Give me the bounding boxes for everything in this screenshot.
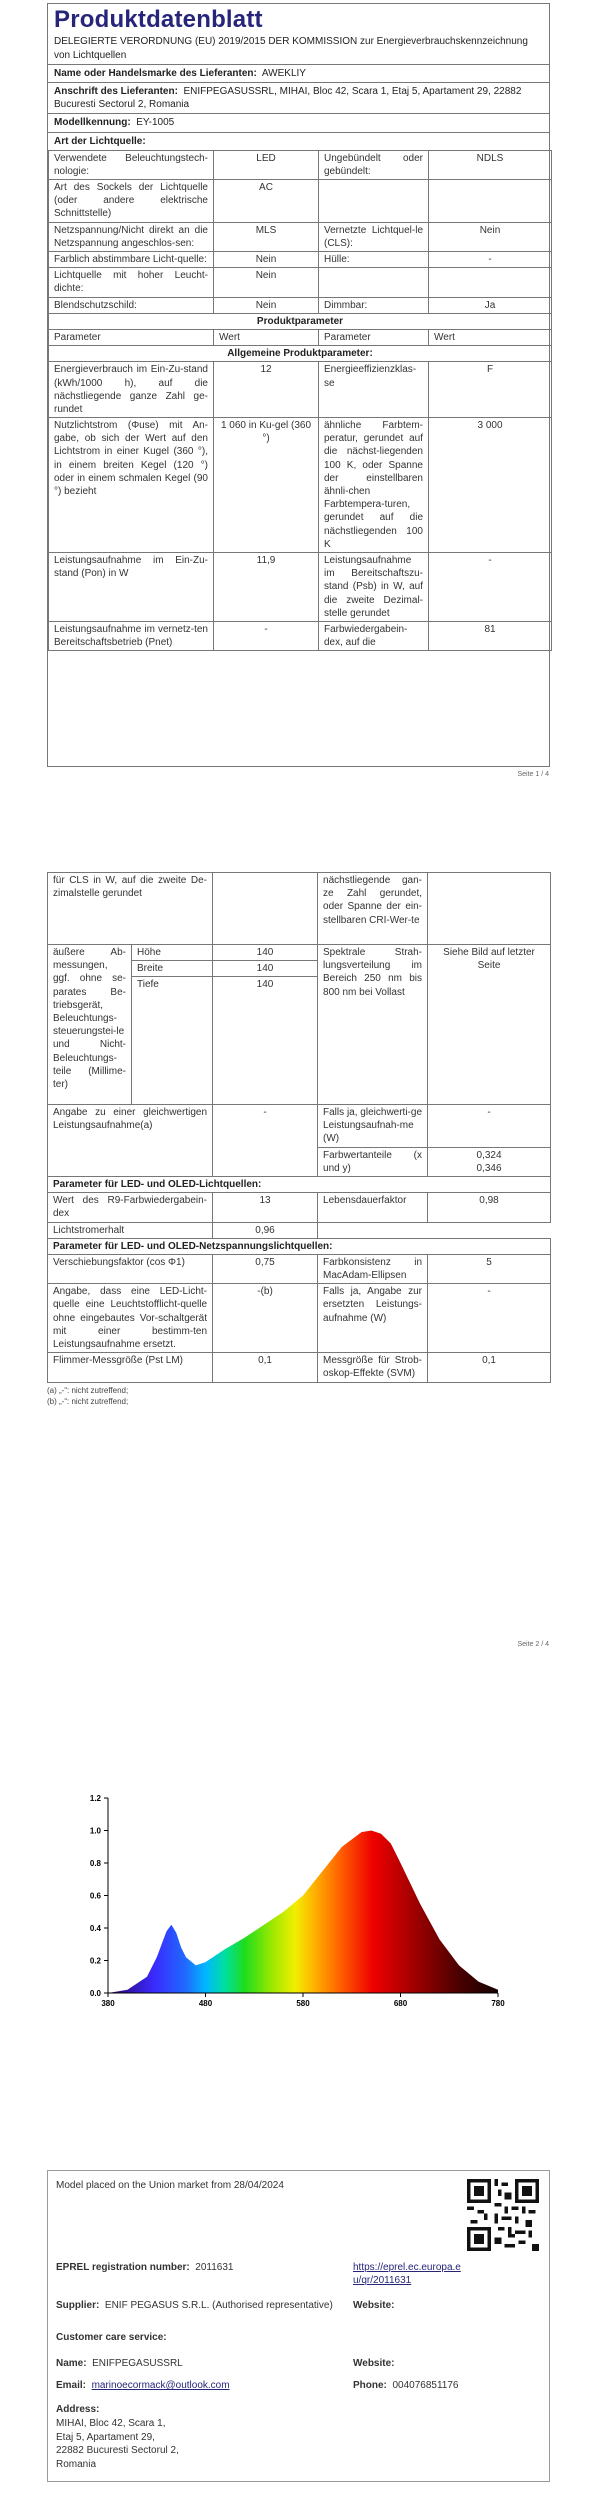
cell: Falls ja, Angabe zur ersetzten Leistungs-aufnahme (W) <box>318 1284 428 1353</box>
care-name-value: ENIFPEGASUSSRL <box>92 2358 183 2369</box>
cell: 1 060 in Ku-gel (360 °) <box>214 418 319 553</box>
cell: Falls ja, gleichwerti-ge Leistungsaufnah-me (W) <box>318 1105 428 1148</box>
cell: 140 <box>213 945 318 961</box>
cell: Energieeffizienzklas-se <box>319 362 429 418</box>
y-tick-label: 0.6 <box>89 1891 101 1901</box>
cell: Vernetzte Lichtquel-le (CLS): <box>319 222 429 251</box>
supplier-eprel-value: ENIF PEGASUS S.R.L. (Authorised representative) <box>104 2300 333 2311</box>
col-header: Parameter <box>319 329 429 345</box>
cell: Hülle: <box>319 252 429 268</box>
led-heading: Parameter für LED- und OLED-Lichtquellen: <box>48 1176 551 1192</box>
product-params-heading: Produktparameter <box>49 313 552 329</box>
customer-care-heading: Customer care service: <box>56 2332 167 2343</box>
cell: Leistungsaufnahme im Bereitschaftszu-stand (Psb) in W, auf die zweite Dezimal-stelle gerundet <box>319 552 429 621</box>
table-row <box>49 362 552 418</box>
table-row <box>49 297 552 313</box>
address-row <box>48 83 549 114</box>
website2-label: Website: <box>353 2358 395 2369</box>
table-row <box>49 268 552 297</box>
cell <box>429 180 552 223</box>
y-tick-label: 0.0 <box>89 1989 101 1998</box>
cell: Lebensdauerfaktor <box>318 1193 428 1222</box>
doc-subtitle: DELEGIERTE VERORDNUNG (EU) 2019/2015 DER KOMMISSION zur Energieverbrauchskennzeichnung von Lichtquellen <box>54 36 528 61</box>
cell: - <box>429 252 552 268</box>
email-label: Email: <box>56 2380 87 2391</box>
col-header: Wert <box>214 329 319 345</box>
eprel-url-wrap <box>353 2261 463 2287</box>
supplier-label: Name oder Handelsmarke des Lieferanten: <box>54 67 257 79</box>
cell: - <box>214 621 319 650</box>
cell <box>428 1147 551 1176</box>
supplier-eprel-row <box>56 2299 346 2312</box>
care-name-label: Name: <box>56 2358 87 2369</box>
cell: Nein <box>214 297 319 313</box>
footnote-b: (b) „-“: nicht zutreffend; <box>47 1397 129 1407</box>
cell: Angabe zu einer gleichwertigen Leistungsaufnahme(a) <box>48 1105 213 1177</box>
address-eprel-value <box>56 2417 179 2471</box>
address-line: Etaj 5, Apartament 29, <box>56 2431 155 2443</box>
cell: Siehe Bild auf letzter Seite <box>428 945 551 1105</box>
cell: 140 <box>213 977 318 1105</box>
table-row <box>49 150 552 179</box>
cell: Art des Sockels der Lichtquelle (oder andere elektrische Schnittstelle) <box>49 180 214 223</box>
cell <box>429 268 552 297</box>
table-row <box>48 1105 551 1148</box>
cell: 5 <box>428 1254 551 1283</box>
table-row <box>49 313 552 329</box>
cell <box>319 180 429 223</box>
cell: nächstliegende gan-ze Zahl gerundet, oder Spanne der ein-stellbaren CRI-Wer-te <box>318 873 428 945</box>
title-block <box>48 4 549 65</box>
chroma-x: 0,324 <box>476 1149 502 1161</box>
cell: NDLS <box>429 150 552 179</box>
table-row <box>48 1238 551 1254</box>
table-row <box>48 1176 551 1192</box>
cell: Blendschutzschild: <box>49 297 214 313</box>
cell: - <box>213 1105 318 1177</box>
eprel-url-link[interactable]: https://eprel.ec.europa.eu/qr/2011631 <box>353 2262 461 2287</box>
cell: - <box>428 1105 551 1148</box>
cell: F <box>429 362 552 418</box>
cell: Breite <box>132 961 213 977</box>
table-row <box>48 873 551 945</box>
light-type-heading <box>48 133 549 150</box>
cell: - <box>429 552 552 621</box>
cell: 12 <box>214 362 319 418</box>
placed-text: Model placed on the Union market from 28/04/2024 <box>56 2180 284 2191</box>
table-row <box>49 418 552 553</box>
cell: Farbwertanteile (x und y) <box>318 1147 428 1176</box>
x-tick-label: 580 <box>296 1999 310 2008</box>
spectrum-svg <box>60 1790 510 2020</box>
address-eprel-label: Address: <box>56 2404 100 2415</box>
table-row <box>49 552 552 621</box>
chroma-y: 0,346 <box>476 1162 502 1174</box>
address-label: Anschrift des Lieferanten: <box>54 85 178 97</box>
cell: - <box>428 1284 551 1353</box>
y-tick-label: 0.8 <box>89 1859 101 1868</box>
supplier-eprel-label: Supplier: <box>56 2300 100 2311</box>
cell: 0,1 <box>213 1353 318 1382</box>
col-header: Parameter <box>49 329 214 345</box>
model-row <box>48 114 549 132</box>
cell: Wert des R9-Farbwiedergabein-dex <box>48 1193 213 1222</box>
x-tick-label: 780 <box>491 1999 505 2008</box>
cell: 81 <box>429 621 552 650</box>
cell: Nutzlichtstrom (Φuse) mit An-gabe, ob sich der Wert auf den Lichtstrom in einer Kugel (360 °), in einem breiten Kegel (120 °) oder in einem schmalen Kegel (90 °) bezieht <box>49 418 214 553</box>
light-type-label: Art der Lichtquelle: <box>54 135 146 147</box>
cell: Leistungsaufnahme im vernetz-ten Bereitschaftsbetrieb (Pnet) <box>49 621 214 650</box>
supplier-row <box>48 65 549 83</box>
cell: Verwendete Beleuchtungstech-nologie: <box>49 150 214 179</box>
y-tick-label: 0.4 <box>89 1924 101 1933</box>
email-link[interactable]: marinoecormack@outlook.com <box>91 2380 230 2391</box>
x-tick-label: 380 <box>101 1999 115 2008</box>
cell: Nein <box>214 268 319 297</box>
cell: Nein <box>429 222 552 251</box>
cell: Messgröße für Strob-oskop-Effekte (SVM) <box>318 1353 428 1382</box>
cell: äußere Ab-messungen, ggf. ohne se-parates Be-triebsgerät, Beleuchtungs-steuerungstei-le und Nicht-Beleuchtungs-teile (Millime-ter) <box>48 945 132 1105</box>
phone-label: Phone: <box>353 2380 387 2391</box>
cell: ähnliche Farbtem-peratur, gerundet auf die nächst-liegenden 100 K, oder Spanne der einstellbaren ähnli-chen Farbtempera-turen, gerundet auf die nächstliegenden 100 K <box>319 418 429 553</box>
cell <box>213 873 318 945</box>
table-row <box>48 1222 551 1238</box>
supplier-value: AWEKLIY <box>261 67 306 79</box>
cell: Dimmbar: <box>319 297 429 313</box>
y-tick-label: 1.0 <box>89 1826 101 1836</box>
doc-title: Produktdatenblatt <box>54 6 263 33</box>
light-type-table <box>48 150 552 652</box>
cell: Farblich abstimmbare Licht-quelle: <box>49 252 214 268</box>
table-row <box>49 222 552 251</box>
address-line: 22882 Bucuresti Sectorul 2, <box>56 2445 179 2456</box>
model-label: Modellkennung: <box>54 117 131 129</box>
y-tick-label: 1.2 <box>89 1794 101 1803</box>
cell: 11,9 <box>214 552 319 621</box>
cell: 13 <box>213 1193 318 1222</box>
cell: -(b) <box>213 1284 318 1353</box>
cell: MLS <box>214 222 319 251</box>
datasheet-page-1 <box>47 3 550 767</box>
email-row <box>56 2379 230 2392</box>
reg-row <box>56 2261 346 2274</box>
datasheet-page-2 <box>47 872 550 1408</box>
cell: 3 000 <box>429 418 552 553</box>
table-row <box>49 329 552 345</box>
address-value: ENIFPEGASUSSRL, MIHAI, Bloc 42, Scara 1, Etaj 5, Apartament 29, 22882 Bucuresti Sectorul 2, Romania <box>54 85 522 111</box>
address-line: MIHAI, Bloc 42, Scara 1, <box>56 2418 166 2429</box>
reg-label: EPREL registration number: <box>56 2262 190 2273</box>
page-2-footer: Seite 2 / 4 <box>517 1641 549 1648</box>
cell: für CLS in W, auf die zweite De-zimalstelle gerundet <box>48 873 213 945</box>
mains-heading: Parameter für LED- und OLED-Netzspannungslichtquellen: <box>48 1238 551 1254</box>
cell: Netzspannung/Nicht direkt an die Netzspannung angeschlos-sen: <box>49 222 214 251</box>
cell: Farbwiedergabein-dex, auf die <box>319 621 429 650</box>
website-label: Website: <box>353 2300 395 2311</box>
cell: 0,1 <box>428 1353 551 1382</box>
table-row <box>49 252 552 268</box>
cell: 0,75 <box>213 1254 318 1283</box>
cell: Spektrale Strah-lungsverteilung im Bereich 250 nm bis 800 nm bei Vollast <box>318 945 428 1105</box>
table-row <box>48 1353 551 1382</box>
phone-row <box>353 2379 458 2392</box>
cell: Verschiebungsfaktor (cos Φ1) <box>48 1254 213 1283</box>
phone-value: 004076851176 <box>392 2380 459 2391</box>
col-header: Wert <box>429 329 552 345</box>
cell: Lichtstromerhalt <box>48 1222 213 1238</box>
table-row <box>49 621 552 650</box>
model-value: EY-1005 <box>136 117 175 129</box>
cell: AC <box>214 180 319 223</box>
care-name-row <box>56 2357 183 2370</box>
cell: Energieverbrauch im Ein-Zu-stand (kWh/1000 h), auf die nächstliegende ganze Zahl ge-rundet <box>49 362 214 418</box>
cell: Höhe <box>132 945 213 961</box>
cell: Leistungsaufnahme im Ein-Zu-stand (Pon) in W <box>49 552 214 621</box>
cell <box>428 873 551 945</box>
cell <box>318 1222 551 1238</box>
table-row <box>49 180 552 223</box>
address-line: Romania <box>56 2458 97 2470</box>
x-tick-label: 480 <box>198 1999 213 2008</box>
cell: 140 <box>213 961 318 977</box>
general-params-heading: Allgemeine Produktparameter: <box>49 346 552 362</box>
cell: Tiefe <box>132 977 213 1105</box>
cell: 0,96 <box>213 1222 318 1238</box>
table-row <box>48 1254 551 1283</box>
cell: 0,98 <box>428 1193 551 1222</box>
eprel-box <box>47 2170 550 2482</box>
table-row <box>48 945 551 961</box>
footnote-a: (a) „-“: nicht zutreffend; <box>47 1385 129 1395</box>
cell: Ungebündelt oder gebündelt: <box>319 150 429 179</box>
cell: Flimmer-Messgröße (Pst LM) <box>48 1353 213 1382</box>
spectrum-chart <box>60 1790 510 2020</box>
cell <box>319 268 429 297</box>
y-tick-label: 0.2 <box>89 1956 101 1966</box>
qr-code-icon[interactable] <box>467 2179 539 2251</box>
cell: Ja <box>429 297 552 313</box>
spectrum-area <box>108 1831 498 1994</box>
x-tick-label: 680 <box>393 1999 408 2008</box>
cell: Nein <box>214 252 319 268</box>
params-table-cont <box>47 872 551 1383</box>
page-1-footer: Seite 1 / 4 <box>517 771 549 778</box>
cell: Farbkonsistenz in MacAdam-Ellipsen <box>318 1254 428 1283</box>
reg-value: 2011631 <box>195 2262 234 2273</box>
cell: Angabe, dass eine LED-Licht-quelle eine Leuchtstofflicht-quelle ohne eingebautes Vor-schaltgerät mit einer bestimm-ten Leistungsaufnahme ersetzt. <box>48 1284 213 1353</box>
table-row <box>48 1193 551 1222</box>
cell: Lichtquelle mit hoher Leucht-dichte: <box>49 268 214 297</box>
cell: LED <box>214 150 319 179</box>
table-row <box>48 1284 551 1353</box>
table-row <box>49 346 552 362</box>
